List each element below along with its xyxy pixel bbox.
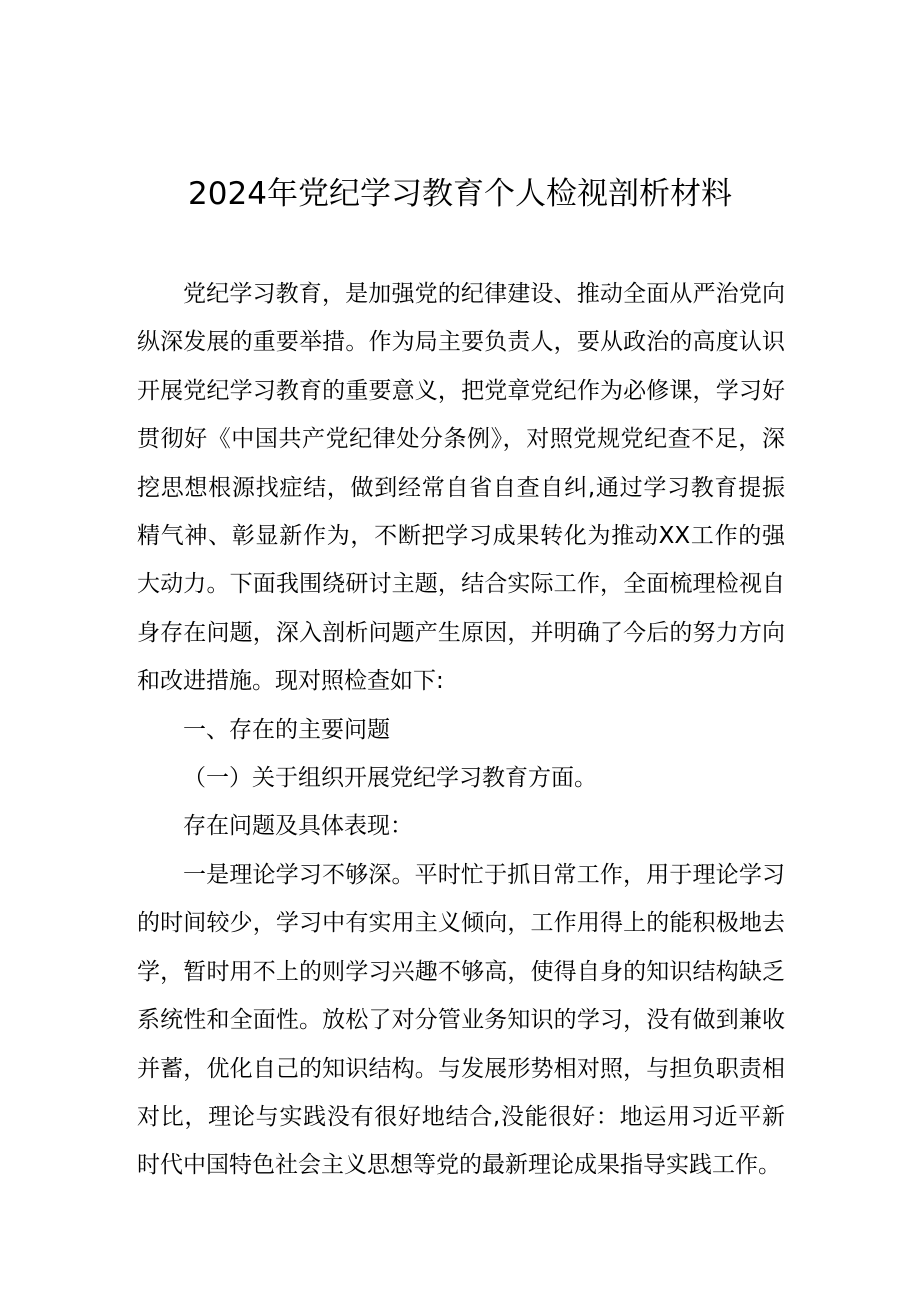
subsection-heading: （一）关于组织开展党纪学习教育方面。 [183, 765, 597, 792]
document-title: 2024年党纪学习教育个人检视剖析材料 [188, 176, 732, 212]
intro-paragraph: 党纪学习教育，是加强党的纪律建设、推动全面从严治党向纵深发展的重要举措。作为局主要负责人，要从政治的高度认识开展党纪学习教育的重要意义，把党章党纪作为必修课，学习好贯彻好《中国共产党纪律处分条例》，对照党规党纪查不足，深挖思想根源找症结，做到经常自省自查自纠,通过学习教育提振精气神、彰显新作为，不断把学习成果转化为推动XX工作的强大动力。下面我围绕研讨主题，结合实际工作，全面梳理检视自身存在问题，深入剖析问题产生原因，并明确了今后的努力方向和改进措施。现对照检查如下: [137, 281, 785, 695]
section-heading: 一、存在的主要问题 [183, 716, 390, 743]
document-body [137, 270, 785, 1190]
problems-label: 存在问题及具体表现： [183, 813, 413, 840]
problem-paragraph: 一是理论学习不够深。平时忙于抓日常工作，用于理论学习的时间较少，学习中有实用主义倾向，工作用得上的能积极地去学，暂时用不上的则学习兴趣不够高，使得自身的知识结构缺乏系统性和全面性。放松了对分管业务知识的学习，没有做到兼收并蓄，优化自己的知识结构。与发展形势相对照，与担负职责相对比，理论与实践没有很好地结合,没能很好：地运用习近平新时代中国特色社会主义思想等党的最新理论成果指导实践工作。 [137, 861, 785, 1179]
